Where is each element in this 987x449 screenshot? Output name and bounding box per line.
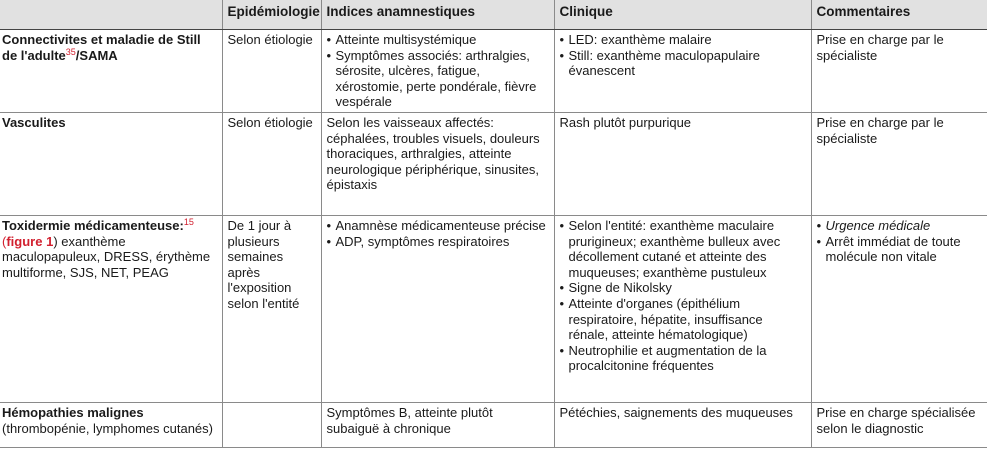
- cell-clinique: Pétéchies, saignements des muqueuses: [554, 402, 811, 447]
- figure-link[interactable]: figure 1: [6, 233, 54, 249]
- cell-epidemiologie: [222, 402, 321, 447]
- header-row: [0, 0, 987, 30]
- header-entity: [0, 0, 222, 30]
- cell-commentaires: Prise en charge par le spécialiste: [811, 112, 987, 215]
- header-epidemiologie: Epidémiologie: [222, 0, 321, 30]
- list-item: • Anamnèse médicamenteuse précise: [327, 218, 549, 234]
- table-row: [0, 215, 987, 402]
- header-commentaires: Commentaires: [811, 0, 987, 30]
- row-entity: [0, 30, 222, 113]
- cell-indices-anamnestiques: [321, 30, 554, 113]
- cell-clinique: [554, 30, 811, 113]
- cell-clinique: Rash plutôt purpurique: [554, 112, 811, 215]
- row-entity: [0, 402, 222, 447]
- cell-indices-anamnestiques: Symptômes B, atteinte plutôt subaiguë à chronique: [321, 402, 554, 447]
- table-row: [0, 30, 987, 113]
- table-row: [0, 112, 987, 215]
- cell-indices-anamnestiques: Selon les vaisseaux affectés: céphalées, troubles visuels, douleurs thoraciques, arthralgies, atteinte neurologique périphérique, sinusites, épistaxis: [321, 112, 554, 215]
- row-entity: [0, 215, 222, 402]
- cell-indices-anamnestiques: [321, 215, 554, 402]
- cell-epidemiologie: De 1 jour à plusieurs semaines après l'exposition selon l'entité: [222, 215, 321, 402]
- entity-name-suffix: /SAMA: [75, 47, 118, 63]
- list-item: • Arrêt immédiat de toute molécule non vitale: [817, 234, 983, 265]
- list-item: • Still: exanthème maculopapulaire évanescent: [560, 48, 806, 79]
- entity-name: Toxidermie médicamenteuse:: [2, 217, 184, 233]
- paren-open: (: [2, 233, 7, 249]
- entity-name: Hémopathies malignes: [2, 404, 144, 420]
- cell-epidemiologie: Selon étiologie: [222, 30, 321, 113]
- header-clinique: Clinique: [554, 0, 811, 30]
- list-item: • Selon l'entité: exanthème maculaire prurigineux; exanthème bulleux avec décollement cutané et atteinte des muqueuses; exanthème pustuleux: [560, 218, 806, 280]
- cell-commentaires: [811, 215, 987, 402]
- header-indices-anamnestiques: Indices anamnestiques: [321, 0, 554, 30]
- cell-clinique: [554, 215, 811, 402]
- list-item: • ADP, symptômes respiratoires: [327, 234, 549, 250]
- cell-commentaires: Prise en charge spécialisée selon le diagnostic: [811, 402, 987, 447]
- table-row: [0, 402, 987, 447]
- reference-number[interactable]: 15: [183, 216, 194, 227]
- list-item: • Urgence médicale: [817, 218, 983, 234]
- cell-epidemiologie: Selon étiologie: [222, 112, 321, 215]
- list-item: • LED: exanthème malaire: [560, 32, 806, 48]
- row-entity: [0, 112, 222, 215]
- list-item: • Atteinte d'organes (épithélium respiratoire, hépatite, insuffisance rénale, atteinte hématologique): [560, 296, 806, 343]
- entity-description: (thrombopénie, lymphomes cutanés): [2, 420, 213, 436]
- entity-name: Vasculites: [2, 114, 66, 130]
- list-item: • Signe de Nikolsky: [560, 280, 806, 296]
- list-item: • Atteinte multisystémique: [327, 32, 549, 48]
- list-item: • Neutrophilie et augmentation de la procalcitonine fréquentes: [560, 343, 806, 374]
- list-item: • Symptômes associés: arthralgies, sérosite, ulcères, fatigue, xérostomie, perte pondérale, fièvre vespérale: [327, 48, 549, 110]
- entity-description: ) exanthème maculopapuleux, DRESS, érythème multiforme, SJS, NET, PEAG: [2, 233, 211, 280]
- cell-commentaires: Prise en charge par le spécialiste: [811, 30, 987, 113]
- reference-number[interactable]: 35: [65, 46, 76, 57]
- entity-name: Connectivites et maladie de Still de l'adulte: [2, 32, 201, 63]
